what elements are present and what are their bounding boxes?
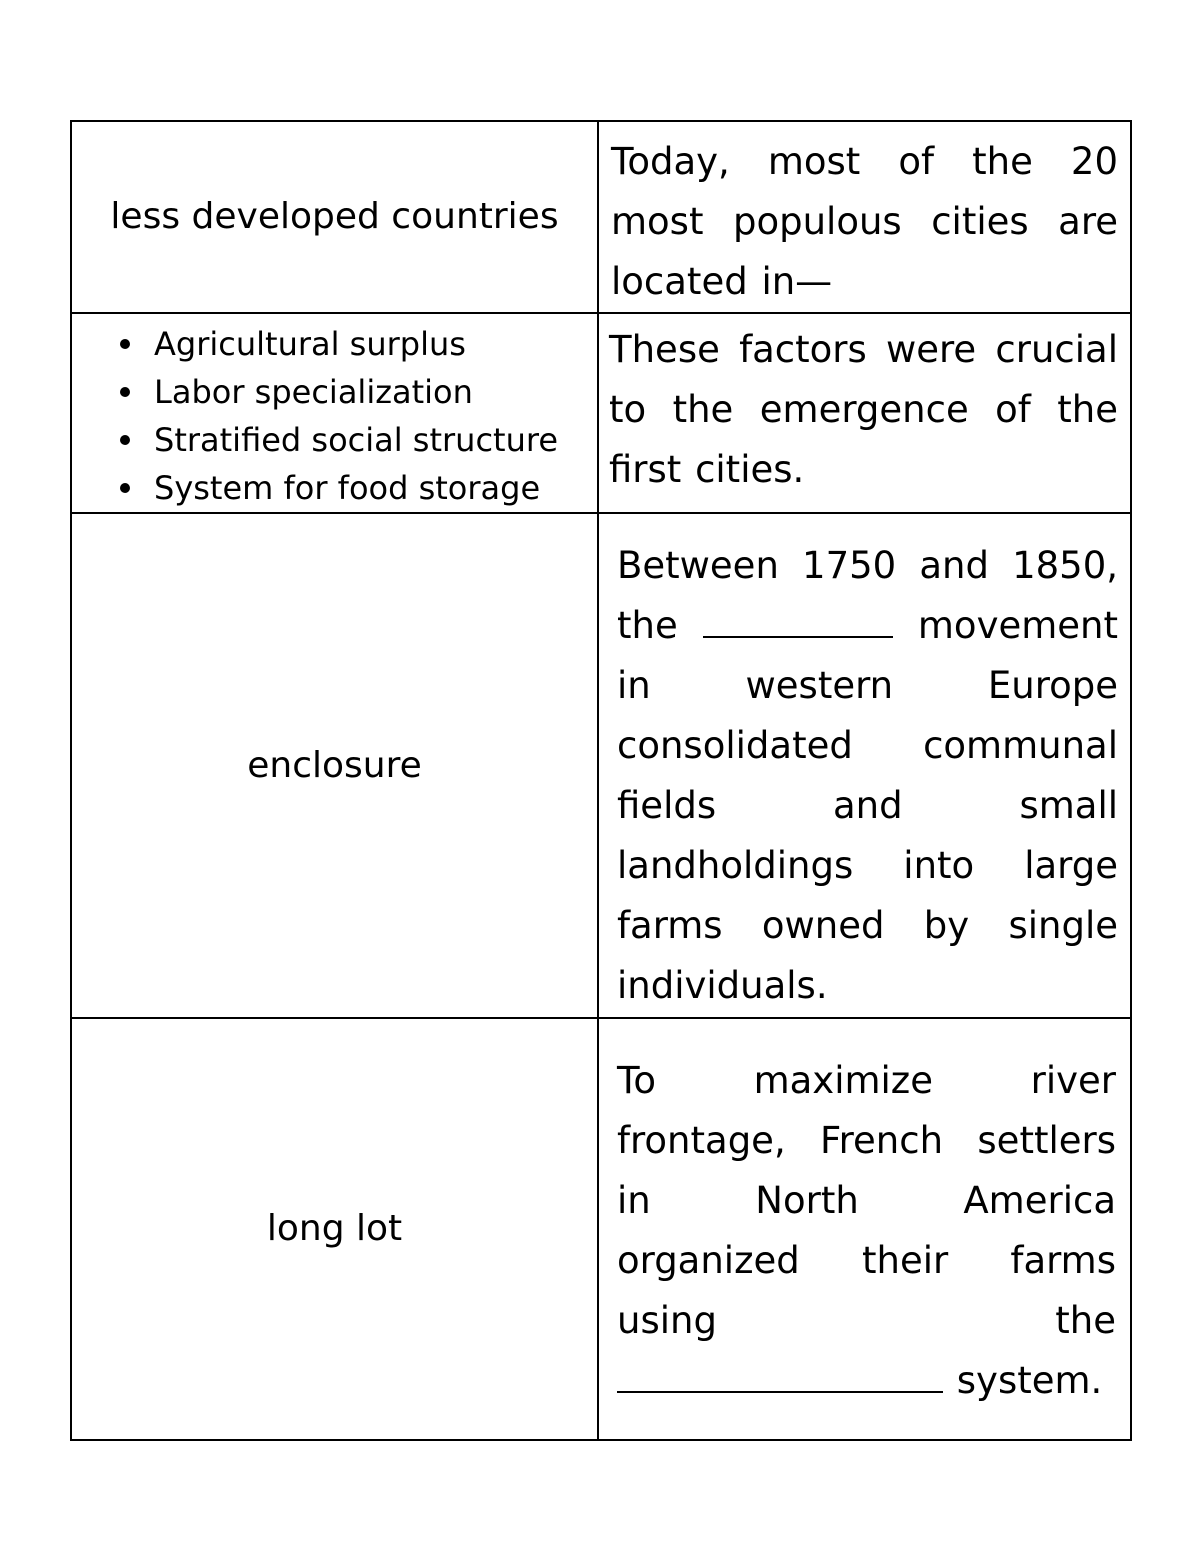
term-cell: [71, 513, 598, 1018]
definition-cell: [598, 513, 1131, 1018]
table-row: [71, 313, 1131, 513]
flashcard-table: [70, 120, 1132, 1441]
term-cell: [71, 313, 598, 513]
list-item-label: Agricultural surplus: [154, 325, 466, 363]
term-text: long lot: [266, 1208, 403, 1249]
definition-text: [599, 1019, 1130, 1411]
table-row: [71, 513, 1131, 1018]
definition-text: These factors were crucial to the emergence of the first cities.: [609, 328, 1118, 491]
definition-text-before: To maximize river frontage, French settlers in North America organized their farms using the: [617, 1059, 1116, 1342]
term-text: enclosure: [247, 744, 422, 786]
term-cell: [71, 1018, 598, 1440]
bullet-icon: [120, 435, 130, 445]
factor-list: [72, 314, 597, 512]
term-text: less developed countries: [110, 196, 559, 237]
table-row: [71, 121, 1131, 313]
term-cell: [71, 121, 598, 313]
definition-text-before: Between 1750 and 1850, the: [617, 544, 1118, 647]
definition-text: [599, 514, 1130, 1016]
list-item: [116, 368, 597, 416]
list-item-label: Labor specialization: [154, 373, 473, 411]
bullet-icon: [120, 387, 130, 397]
definition-text-after: movement in western Europe consolidated communal fields and small landholdings into large farms owned by single individuals.: [617, 604, 1118, 1007]
definition-text-after: system.: [956, 1359, 1103, 1402]
definition-text: Today, most of the 20 most populous cities are located in—: [611, 140, 1118, 303]
bullet-icon: [120, 339, 130, 349]
list-item: [116, 416, 597, 464]
fill-in-blank: [703, 606, 893, 638]
definition-cell: [598, 1018, 1131, 1440]
list-item-label: System for food storage: [154, 469, 541, 507]
definition-cell: [598, 121, 1131, 313]
list-item: [116, 320, 597, 368]
list-item-label: Stratified social structure: [154, 421, 559, 459]
table-row: [71, 1018, 1131, 1440]
fill-in-blank: [617, 1361, 943, 1393]
list-item: [116, 464, 597, 512]
definition-cell: [598, 313, 1131, 513]
bullet-icon: [120, 483, 130, 493]
